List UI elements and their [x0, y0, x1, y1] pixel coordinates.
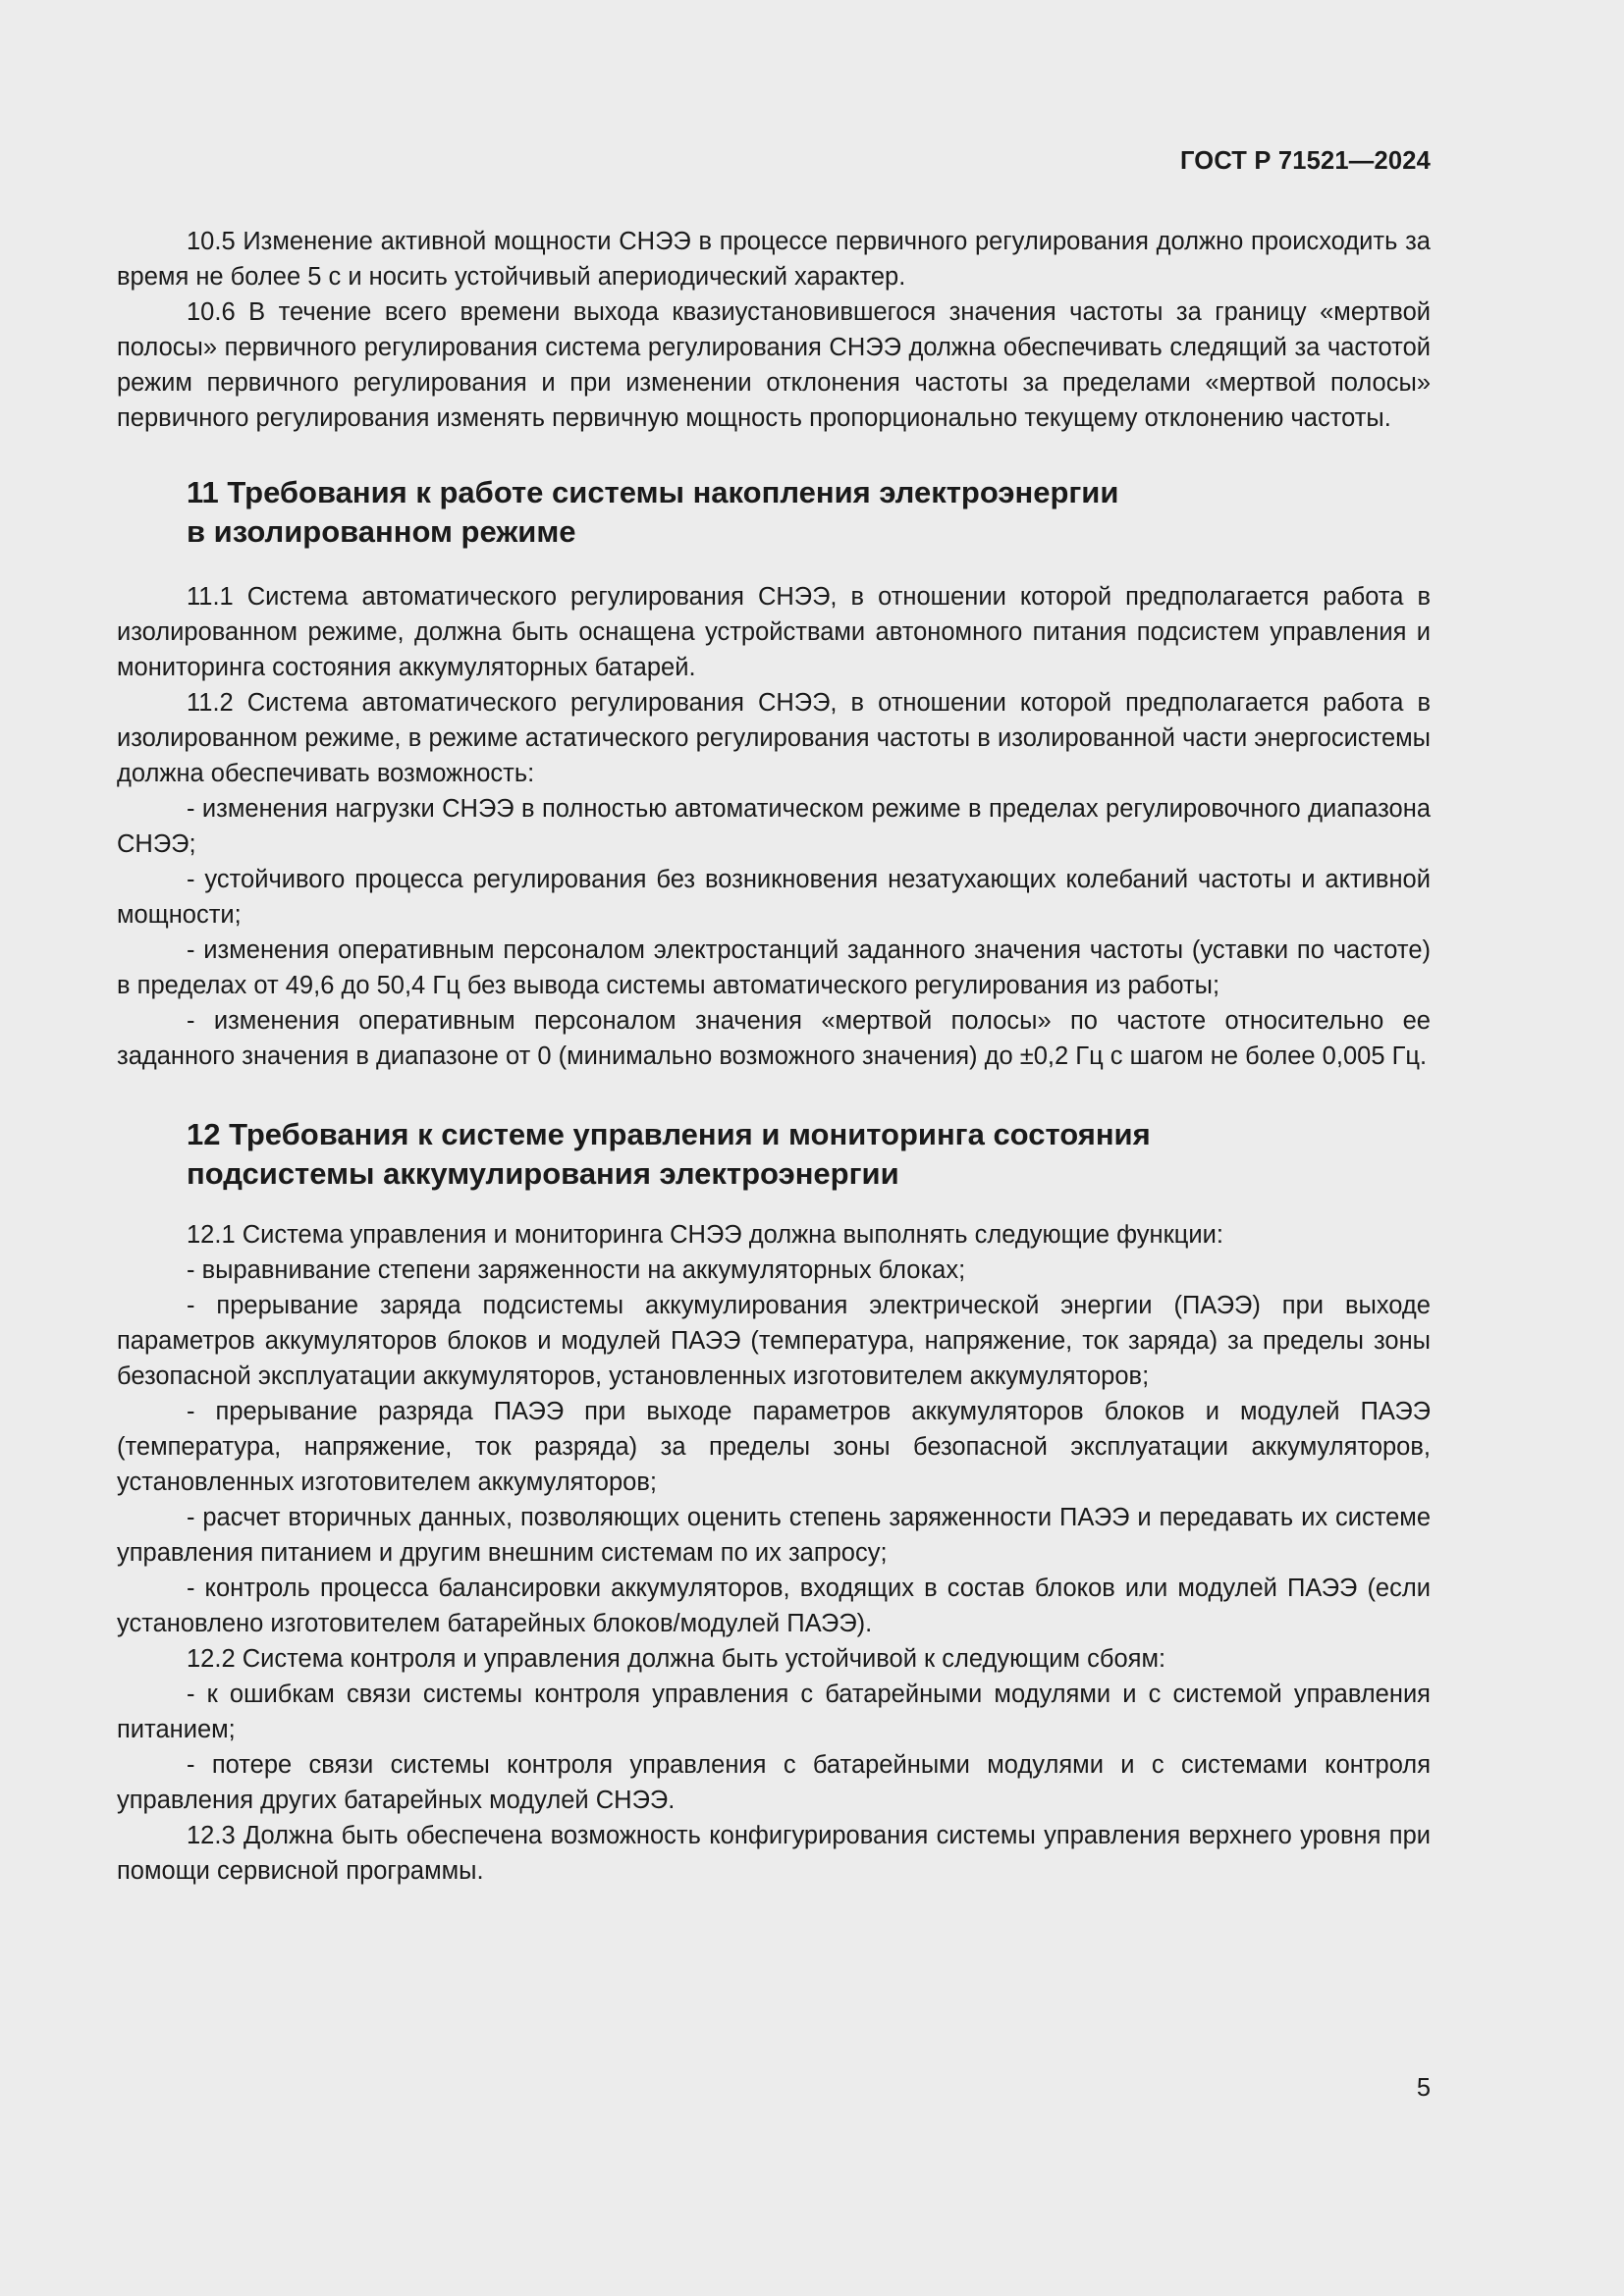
document-body: [117, 224, 1431, 1889]
page-number: 5: [1416, 2074, 1431, 2102]
paragraph-11-1: 11.1 Система автоматического регулирования СНЭЭ, в отношении которой предполагается работа в изолированном режиме, должна быть оснащена устройствами автономного питания подсистем управления и мониторинга состояния аккумуляторных батарей.: [117, 583, 1431, 681]
list-item: - изменения оперативным персоналом электростанций заданного значения частоты (уставки по частоте) в пределах от 49,6 до 50,4 Гц без вывода системы автоматического регулирования из работы;: [117, 936, 1431, 999]
paragraph-12-1: 12.1 Система управления и мониторинга СНЭЭ должна выполнять следующие функции:: [187, 1221, 1223, 1249]
list-item: - контроль процесса балансировки аккумуляторов, входящих в состав блоков или модулей ПАЭЭ (если установлено изготовителем батарейных блоков/модулей ПАЭЭ).: [117, 1575, 1431, 1637]
section-12-title-line1: 12 Требования к системе управления и мониторинга состояния: [187, 1117, 1151, 1151]
section-12-title: [117, 1115, 1431, 1194]
list-item: - к ошибкам связи системы контроля управления с батарейными модулями и с системой управления питанием;: [117, 1681, 1431, 1743]
list-item: - выравнивание степени заряженности на аккумуляторных блоках;: [187, 1256, 966, 1284]
section-11-title-line1: 11 Требования к работе системы накопления электроэнергии: [187, 475, 1119, 509]
paragraph-10-6: 10.6 В течение всего времени выхода квазиустановившегося значения частоты за границу «мертвой полосы» первичного регулирования система регулирования СНЭЭ должна обеспечивать следящий за частотой режим первичного регулирования и при изменении отклонения частоты за пределами «мертвой полосы» первичного регулирования изменять первичную мощность пропорционально текущему отклонению частоты.: [117, 298, 1431, 432]
list-item: - изменения оперативным персоналом значения «мертвой полосы» по частоте относительно ее заданного значения в диапазоне от 0 (минимально возможного значения) до ±0,2 Гц с шагом не более 0,005 Гц.: [117, 1007, 1431, 1070]
list-item: - устойчивого процесса регулирования без возникновения незатухающих колебаний частоты и активной мощности;: [117, 866, 1431, 929]
list-item: - прерывание заряда подсистемы аккумулирования электрической энергии (ПАЭЭ) при выходе параметров аккумуляторов блоков и модулей ПАЭЭ (температура, напряжение, ток заряда) за пределы зоны безопасной эксплуатации аккумуляторов, установленных изготовителем аккумуляторов;: [117, 1292, 1431, 1390]
section-11-title-line2: в изолированном режиме: [187, 514, 576, 549]
document-code: ГОСТ Р 71521—2024: [1179, 147, 1431, 175]
list-item: - изменения нагрузки СНЭЭ в полностью автоматическом режиме в пределах регулировочного диапазона СНЭЭ;: [117, 795, 1431, 858]
list-item: - прерывание разряда ПАЭЭ при выходе параметров аккумуляторов блоков и модулей ПАЭЭ (температура, напряжение, ток разряда) за пределы зоны безопасной эксплуатации аккумуляторов, установленных изготовителем аккумуляторов;: [117, 1398, 1431, 1496]
section-12-title-line2: подсистемы аккумулирования электроэнергии: [187, 1156, 899, 1191]
paragraph-12-2: 12.2 Система контроля и управления должна быть устойчивой к следующим сбоям:: [187, 1645, 1166, 1673]
paragraph-12-3: 12.3 Должна быть обеспечена возможность конфигурирования системы управления верхнего уровня при помощи сервисной программы.: [117, 1822, 1431, 1885]
list-item: - расчет вторичных данных, позволяющих оценить степень заряженности ПАЭЭ и передавать их системе управления питанием и другим внешним системам по их запросу;: [117, 1504, 1431, 1567]
paragraph-11-2: 11.2 Система автоматического регулирования СНЭЭ, в отношении которой предполагается работа в изолированном режиме, в режиме астатического регулирования частоты в изолированной части энергосистемы должна обеспечивать возможность:: [117, 689, 1431, 787]
section-11-title: [117, 473, 1431, 552]
list-item: - потере связи системы контроля управления с батарейными модулями и с системами контроля управления других батарейных модулей СНЭЭ.: [117, 1751, 1431, 1814]
paragraph-10-5: 10.5 Изменение активной мощности СНЭЭ в процессе первичного регулирования должно происходить за время не более 5 с и носить устойчивый апериодический характер.: [117, 228, 1431, 291]
